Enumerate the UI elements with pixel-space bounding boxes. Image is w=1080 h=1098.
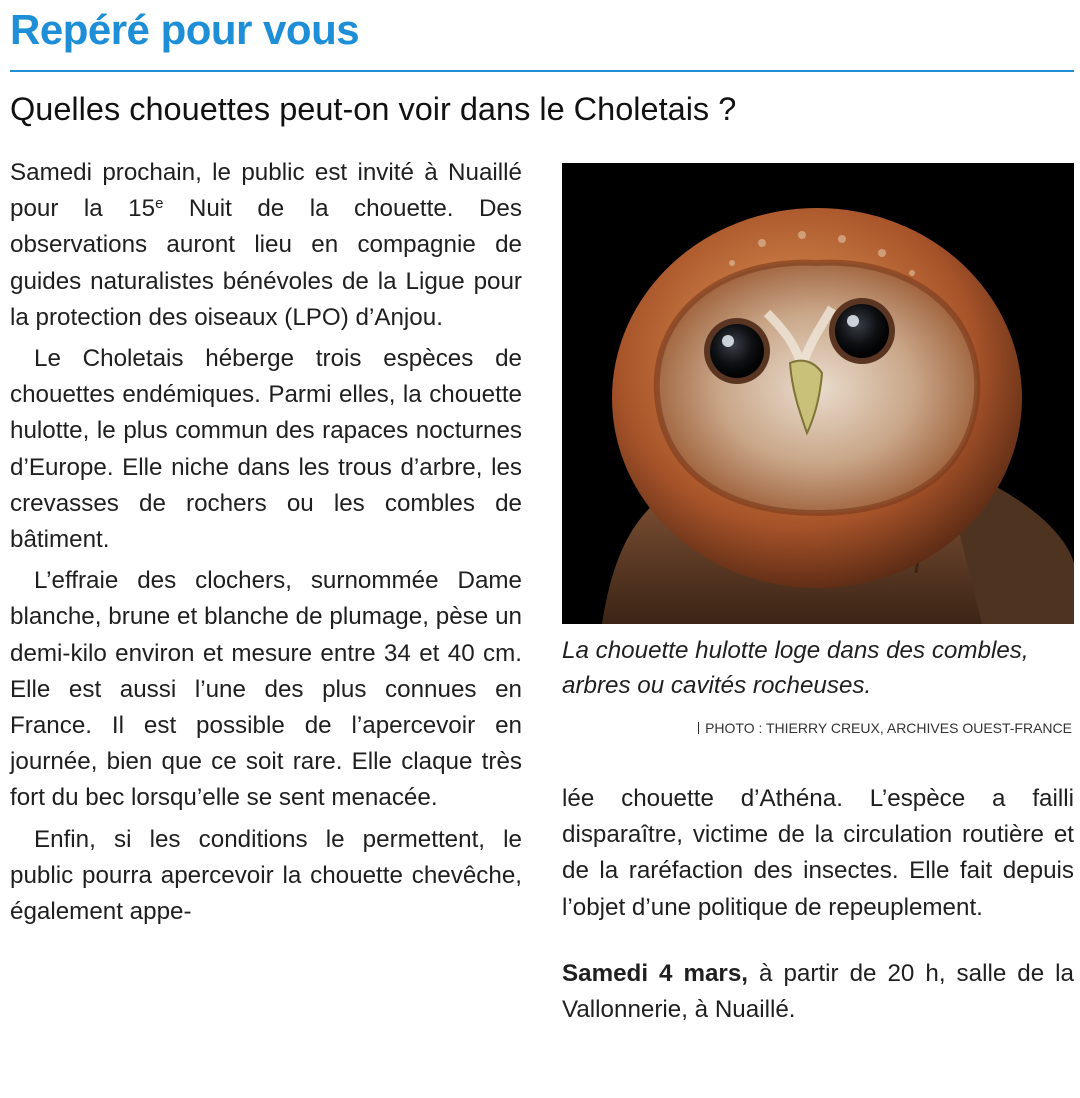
ordinal-superscript: e [155, 194, 164, 212]
paragraph-hulotte: Le Choletais héberge trois espèces de chouettes endémiques. Parmi elles, la chouette hulotte, le plus commun des rapaces nocturnes d’Europe. Elle niche dans les trous d’arbre, les crevasses de rochers ou les combles de bâtiment. [10, 345, 522, 554]
paragraph-intro: Samedi prochain, le public est invité à Nuaillé pour la 15e Nuit de la chouette. Des observations auront lieu en compagnie de guides naturalistes bénévoles de la Ligue pour la protection des oiseaux (LPO) d’Anjou. [10, 159, 522, 331]
paragraph-cheveche: Enfin, si les conditions le permettent, le public pourra apercevoir la chouette chevêche, également appe- [10, 825, 522, 926]
article-column-right [562, 781, 1074, 1028]
section-title: Repéré pour vous [10, 6, 360, 53]
article-headline: Quelles chouettes peut-on voir dans le Choletais ? [10, 91, 737, 127]
article-column-left [10, 155, 522, 930]
event-info: Samedi 4 mars, à partir de 20 h, salle de la Vallonnerie, à Nuaillé. [562, 959, 1074, 1024]
paragraph-athena: lée chouette d’Athéna. L’espèce a failli disparaître, victime de la circulation routière et de la raréfaction des insectes. Elle fait depuis l’objet d’une politique de repeuplement. [562, 785, 1074, 921]
event-date: Samedi 4 mars, [562, 959, 749, 987]
photo-credit: PHOTO : THIERRY CREUX, ARCHIVES OUEST-FRANCE [562, 718, 1072, 738]
paragraph-effraie: L’effraie des clochers, surnommée Dame blanche, brune et blanche de plumage, pèse un demi-kilo environ et mesure entre 34 et 40 cm. Elle est aussi l’une des plus connues en France. Il est possible de l’apercevoir en journée, bien que ce soit rare. Elle claque très fort du bec lorsqu’elle se sent menacée. [10, 567, 522, 812]
section-divider [10, 70, 1074, 72]
photo-caption: La chouette hulotte loge dans des combles, arbres ou cavités rocheuses. [562, 637, 1029, 699]
credit-separator [698, 722, 699, 734]
owl-photo [562, 163, 1074, 624]
tawny-owl-illustration [562, 163, 1074, 624]
